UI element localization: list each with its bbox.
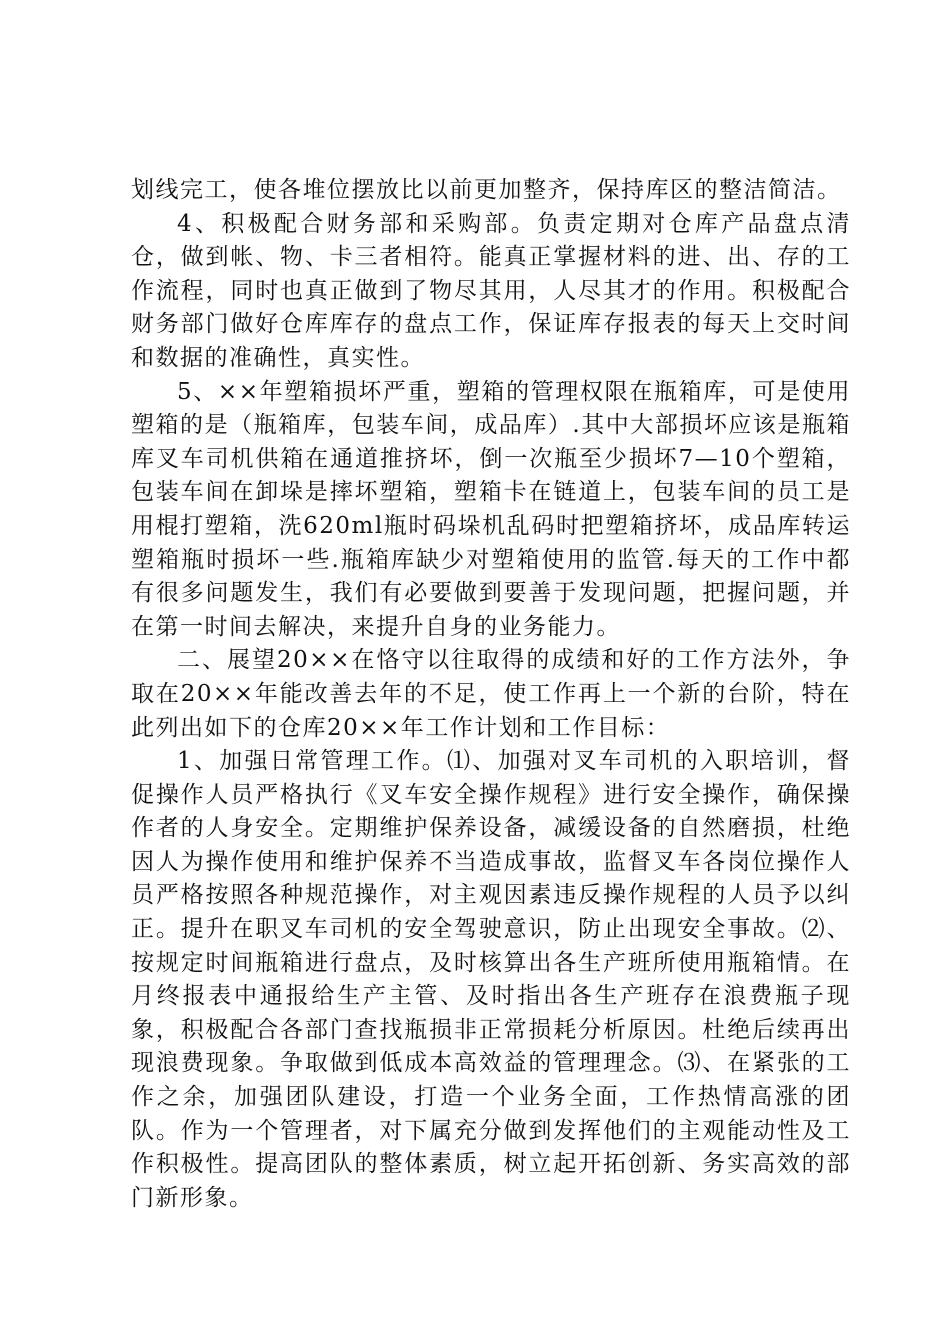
paragraph-item-5: 5、××年塑箱损坏严重，塑箱的管理权限在瓶箱库，可是使用塑箱的是（瓶箱库，包装车间，成品库）.其中大部损坏应该是瓶箱库叉车司机供箱在通道推挤坏，倒一次瓶至少损坏7—10个塑箱，包装车间在卸垛是摔坏塑箱，塑箱卡在链道上，包装车间的员工是用棍打塑箱，洗620ml瓶时码垛机乱码时把塑箱挤坏，成品库转运塑箱瓶时损坏一些.瓶箱库缺少对塑箱使用的监管.每天的工作中都有很多问题发生，我们有必要做到要善于发现问题，把握问题，并在第一时间去解决，来提升自身的业务能力。 xyxy=(131,378,851,640)
paragraph-item-4: 4、积极配合财务部和采购部。负责定期对仓库产品盘点清仓，做到帐、物、卡三者相符。能真正掌握材料的进、出、存的工作流程，同时也真正做到了物尽其用，人尽其才的作用。积极配合财务部门做好仓库库存的盘点工作，保证库存报表的每天上交时间和数据的准确性，真实性。 xyxy=(131,210,851,371)
document-body xyxy=(131,174,851,1215)
paragraph-continuation: 划线完工，使各堆位摆放比以前更加整齐，保持库区的整洁简洁。 xyxy=(131,177,842,203)
paragraph-plan-item-1: 1、加强日常管理工作。⑴、加强对叉车司机的入职培训，督促操作人员严格执行《叉车安全操作规程》进行安全操作，确保操作者的人身安全。定期维护保养设备，减缓设备的自然磨损，杜绝因人为操作使用和维护保养不当造成事故，监督叉车各岗位操作人员严格按照各种规范操作，对主观因素违反操作规程的人员予以纠正。提升在职叉车司机的安全驾驶意识，防止出现安全事故。⑵、按规定时间瓶箱进行盘点，及时核算出各生产班所使用瓶箱情。在月终报表中通报给生产主管、及时指出各生产班存在浪费瓶子现象，积极配合各部门查找瓶损非正常损耗分析原因。杜绝后续再出现浪费现象。争取做到低成本高效益的管理理念。⑶、在紧张的工作之余，加强团队建设，打造一个业务全面，工作热情高涨的团队。作为一个管理者，对下属充分做到发挥他们的主观能动性及工作积极性。提高团队的整体素质，树立起开拓创新、务实高效的部门新形象。 xyxy=(131,748,851,1211)
paragraph-section-2: 二、展望20××在恪守以往取得的成绩和好的工作方法外，争取在20××年能改善去年的不足，使工作再上一个新的台阶，特在此列出如下的仓库20××年工作计划和工作目标： xyxy=(131,647,851,741)
